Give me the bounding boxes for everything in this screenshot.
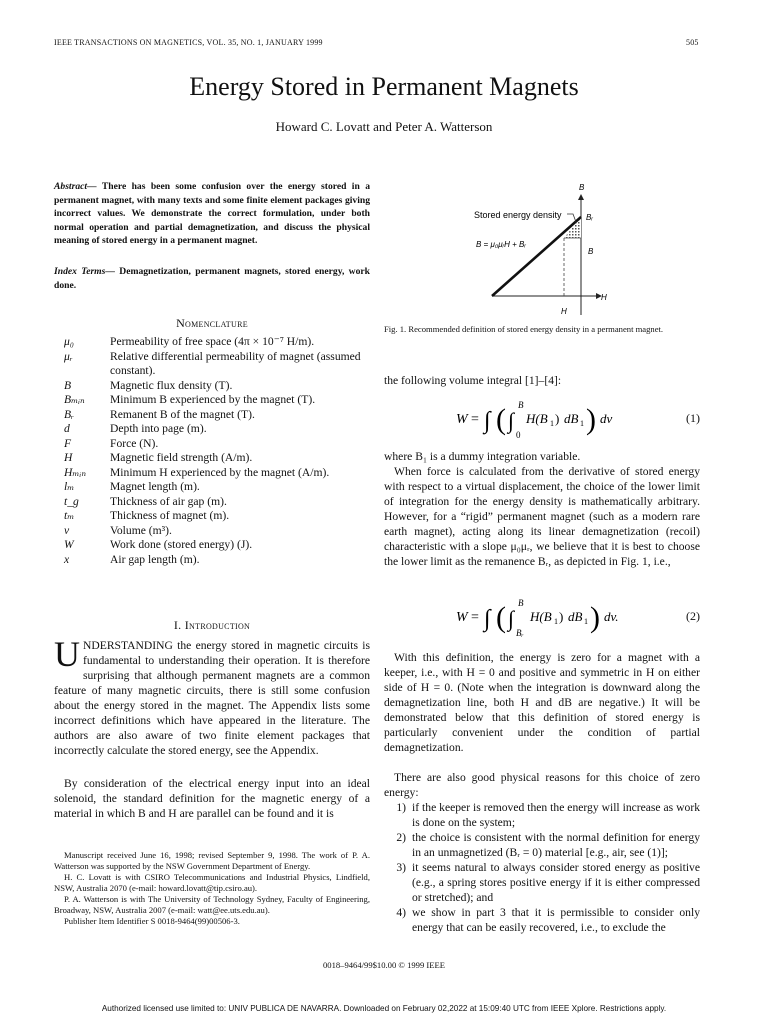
stored-energy-label: Stored energy density [474, 210, 562, 220]
definition-paragraph: With this definition, the energy is zero for a magnet with a keeper, i.e., with H = 0 and positive and symmetric in H on either side of H = 0. (Note when the integration is downward along the demagnetization line, both H and dB are negative.) It will be demonstrated below that this definition of stored energy is particularly convenient under the condition of partial demagnetization. [384, 651, 700, 754]
nomenclature-entry [64, 538, 370, 553]
license-notice: Authorized licensed use limited to: UNIV PUBLICA DE NAVARRA. Downloaded on February 02,2022 at 15:09:40 UTC from IEEE Xplore. Restrictions apply. [101, 1004, 667, 1013]
equation-2-number: (2) [686, 609, 700, 623]
nomenclature-definition: Force (N). [110, 436, 159, 450]
svg-text:): ) [555, 411, 560, 426]
svg-text:∫: ∫ [508, 606, 515, 631]
nomenclature-symbol: Hₘᵢₙ [64, 465, 87, 479]
svg-text:dv: dv [600, 411, 613, 426]
nomenclature-entry [64, 451, 370, 466]
nomenclature-entry [64, 408, 370, 423]
index-terms [54, 265, 370, 292]
list-item: 4) we show in part 3 that it is permissible to consider only energy that can be easily recovered, i.e., to exclude the [396, 906, 700, 934]
intro-heading: I. Introduction [173, 618, 251, 632]
nomenclature-definition: Minimum B experienced by the magnet (T). [110, 393, 316, 406]
nomenclature-symbol: d [64, 422, 70, 435]
nomenclature-heading: Nomenclature [176, 316, 248, 330]
svg-text:∫: ∫ [484, 408, 491, 434]
volume-integral-lead: the following volume integral [1]–[4]: [384, 374, 562, 387]
b-value-label: B [588, 247, 594, 256]
paper-title: Energy Stored in Permanent Magnets [189, 72, 579, 101]
nomenclature-symbol: x [64, 552, 70, 566]
nomenclature-definition: Remanent B of the magnet (T). [110, 407, 255, 421]
svg-text:W: W [456, 610, 468, 625]
svg-text:H(B: H(B [526, 411, 548, 426]
nomenclature-definition: Permeability of free space (4π × 10⁻⁷ H/m). [110, 335, 315, 348]
equation-1-body [456, 396, 656, 442]
nomenclature-definition: Work done (stored energy) (J). [110, 538, 253, 551]
intro-paragraph-1 [54, 634, 370, 758]
svg-text:Bᵣ: Bᵣ [516, 628, 524, 638]
nomenclature-definition: Magnet length (m). [110, 480, 200, 493]
abstract-label: Abstract— [54, 181, 97, 192]
nomenclature-symbol: B [64, 378, 72, 392]
svg-text:H(B: H(B [530, 609, 552, 624]
page-number: 505 [686, 38, 699, 47]
nomenclature-symbol: t_g [64, 494, 79, 508]
list-item: 1) if the keeper is removed then the energy will increase as work is done on the system; [396, 801, 700, 829]
physical-reasons-paragraph: There are also good physical reasons for this choice of zero energy: [384, 771, 700, 799]
nomenclature-definition: Air gap length (m). [110, 552, 200, 566]
nomenclature-symbol: Bᵣ [64, 407, 74, 421]
nomenclature-list [64, 335, 370, 567]
nomenclature-entry [64, 466, 370, 481]
nomenclature-entry [64, 495, 370, 510]
axis-label-h: H [601, 293, 607, 302]
figure-caption: Fig. 1. Recommended definition of stored energy density in a permanent magnet. [384, 324, 664, 334]
equation-2-body [456, 594, 656, 645]
footnote: P. A. Watterson is with The University of Technology Sydney, Faculty of Engineering, Broadway, NSW, Australia 2007 (e-mail: watt@ee.uts.edu.au). [54, 894, 370, 915]
nomenclature-entry [64, 480, 370, 495]
svg-text:dv.: dv. [604, 609, 619, 624]
nomenclature-symbol: μᵣ [64, 349, 73, 363]
abstract [54, 180, 370, 248]
nomenclature-definition: Magnetic flux density (T). [110, 378, 233, 392]
nomenclature-entry [64, 509, 370, 524]
svg-text:dB: dB [564, 411, 579, 426]
axis-label-b: B [579, 183, 585, 192]
list-item: 3) it seems natural to always consider stored energy as positive (e.g., a spring stores positive energy if it is either compressed or stretched); and [396, 861, 700, 904]
nomenclature-symbol: lₘ [64, 480, 75, 493]
paper-authors: Howard C. Lovatt and Peter A. Watterson [275, 119, 493, 134]
nomenclature-entry [64, 379, 370, 394]
nomenclature-symbol: tₘ [64, 509, 75, 522]
force-paragraph: When force is calculated from the derivative of stored energy with respect to a virtual displacement, the choice of the lower limit of integration for the energy density is mathematically arbitrary. However, for a “rigid” permanent magnet (such as a modern rare earth magnet), acting along its linear demagnetization (recoil) characteristic with a slope μ₀μᵣ, we believe that it is best to choose the lower limit as the remanence Bᵣ, as depicted in Fig. 1, i.e., [384, 465, 700, 568]
nomenclature-entry [64, 524, 370, 539]
svg-text:(: ( [496, 601, 506, 634]
svg-text:=: = [471, 610, 479, 625]
svg-text:): ) [590, 601, 600, 634]
svg-text:1: 1 [580, 419, 584, 428]
footnote: H. C. Lovatt is with CSIRO Telecommunications and Industrial Physics, Lindfield, NSW, Australia 2070 (e-mail: howard.lovatt@tip.csiro.au). [54, 872, 370, 893]
dummy-variable-note: where B₁ is a dummy integration variable. [384, 450, 581, 463]
svg-text:): ) [586, 403, 596, 436]
recoil-line [492, 217, 581, 296]
line-equation-label: B = μ₀μᵣH + Bᵣ [476, 240, 526, 249]
svg-text:(: ( [496, 403, 506, 436]
footnotes [54, 850, 370, 927]
label-pointer [567, 214, 576, 222]
svg-text:W: W [456, 412, 468, 427]
svg-text:=: = [471, 412, 479, 427]
nomenclature-definition: Magnetic field strength (A/m). [110, 451, 253, 464]
reasons-list [384, 800, 700, 935]
nomenclature-entry [64, 553, 370, 568]
copyright-line: 0018–9464/99$10.00 © 1999 IEEE [322, 960, 446, 970]
intro-paragraph-2: By consideration of the electrical energy input into an ideal solenoid, the standard definition for the magnetic energy of a material in which B and H are parallel can be found and it is [54, 777, 370, 820]
nomenclature-entry [64, 422, 370, 437]
svg-text:B: B [518, 598, 524, 608]
svg-text:1: 1 [554, 617, 558, 626]
drop-cap: U [54, 634, 80, 674]
equation-1 [384, 396, 700, 442]
nomenclature-definition: Thickness of magnet (m). [110, 509, 230, 522]
nomenclature-definition: Minimum H experienced by the magnet (A/m). [110, 465, 330, 479]
equation-2 [384, 594, 700, 640]
svg-text:B: B [518, 400, 524, 410]
running-header: IEEE TRANSACTIONS ON MAGNETICS, VOL. 35, NO. 1, JANUARY 1999 [54, 38, 323, 47]
index-terms-text: Demagnetization, permanent magnets, stored energy, work done. [54, 266, 370, 291]
b-axis-arrow [578, 194, 584, 200]
nomenclature-definition: Depth into page (m). [110, 422, 207, 435]
figure-1-diagram [470, 180, 620, 320]
nomenclature-entry [64, 437, 370, 452]
abstract-text: There has been some confusion over the energy stored in a permanent magnet, with many texts and some finite element packages giving incorrect values. We demonstrate the correct formulation, under both normal operation and partial demagnetization, and discuss the physical meaning of stored energy in a permanent magnet. [54, 181, 370, 246]
nomenclature-entry [64, 335, 370, 350]
svg-text:1: 1 [584, 617, 588, 626]
nomenclature-symbol: v [64, 523, 70, 537]
br-label: Bᵣ [586, 213, 593, 222]
nomenclature-symbol: W [64, 538, 74, 551]
equation-1-math [456, 396, 656, 442]
svg-text:1: 1 [550, 419, 554, 428]
svg-text:∫: ∫ [508, 408, 515, 433]
nomenclature-symbol: F [64, 436, 72, 450]
nomenclature-symbol: H [64, 451, 73, 464]
nomenclature-entry [64, 393, 370, 408]
svg-text:0: 0 [516, 430, 521, 440]
svg-text:∫: ∫ [484, 606, 491, 632]
equation-1-number: (1) [686, 411, 700, 425]
index-terms-label: Index Terms— [54, 266, 115, 277]
svg-text:dB: dB [568, 609, 583, 624]
nomenclature-entry [64, 350, 370, 379]
nomenclature-symbol: μ₀ [64, 335, 74, 348]
footnote: Publisher Item Identifier S 0018-9464(99)00506-3. [64, 916, 240, 926]
nomenclature-definition: Volume (m³). [110, 523, 172, 537]
list-item: 2) the choice is consistent with the normal definition for energy in an unmagnetized (Bᵣ = 0) material [e.g., air, see (1)]; [396, 831, 700, 859]
nomenclature-symbol: Bₘᵢₙ [64, 393, 85, 406]
h-value-label: H [561, 307, 567, 316]
footnote: Manuscript received June 16, 1998; revised September 9, 1998. The work of P. A. Watterson was supported by the NSW Government Department of Energy. [54, 850, 370, 871]
equation-2-math [456, 594, 656, 640]
intro-p1-text: NDERSTANDING the energy stored in magnetic circuits is fundamental to understanding their operation. It is therefore surprising that although permanent magnets are a common feature of many magnetic circuits, there is still some confusion about the energy stored in the magnet. The Appendix lists some incorrect definitions which have appeared in the literature. The authors are also aware of two finite element packages that incorrectly calculate the stored energy, see the Appendix. [54, 639, 370, 757]
nomenclature-definition: Relative differential permeability of magnet (assumed constant). [110, 349, 361, 377]
svg-text:): ) [559, 609, 564, 624]
nomenclature-definition: Thickness of air gap (m). [110, 494, 227, 508]
